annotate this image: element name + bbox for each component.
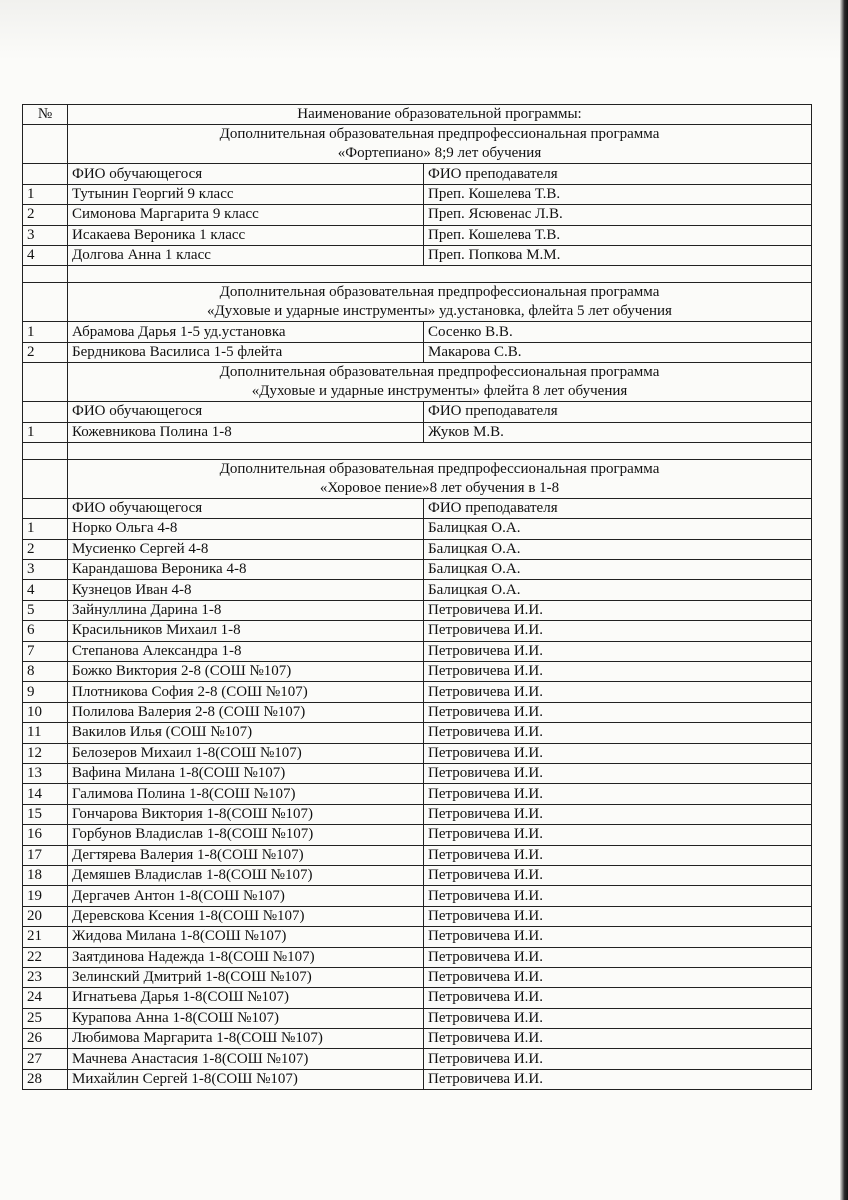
table-row xyxy=(23,1029,812,1049)
table-row xyxy=(23,967,812,987)
student-name: Дегтярева Валерия 1-8(СОШ №107) xyxy=(68,845,424,865)
table-row xyxy=(23,621,812,641)
program-title-line1: Дополнительная образовательная предпрофессиональная программа xyxy=(219,364,660,381)
teacher-name: Петровичева И.И. xyxy=(424,662,812,682)
program-title xyxy=(68,283,812,322)
row-number: 2 xyxy=(23,539,68,559)
column-header-number xyxy=(23,164,68,184)
row-number: 1 xyxy=(23,184,68,204)
column-header-teacher: ФИО преподавателя xyxy=(424,402,812,422)
teacher-name: Петровичева И.И. xyxy=(424,1029,812,1049)
teacher-name: Петровичева И.И. xyxy=(424,865,812,885)
table-row xyxy=(23,906,812,926)
program-number-cell xyxy=(23,363,68,402)
student-name: Тутынин Георгий 9 класс xyxy=(68,184,424,204)
empty-row xyxy=(23,442,812,459)
row-number: 15 xyxy=(23,804,68,824)
program-number-cell xyxy=(23,283,68,322)
teacher-name: Петровичева И.И. xyxy=(424,763,812,783)
row-number: 23 xyxy=(23,967,68,987)
teacher-name: Петровичева И.И. xyxy=(424,621,812,641)
row-number: 28 xyxy=(23,1069,68,1089)
student-name: Гончарова Виктория 1-8(СОШ №107) xyxy=(68,804,424,824)
table-row xyxy=(23,927,812,947)
empty-cell xyxy=(23,442,68,459)
student-name: Зелинский Дмитрий 1-8(СОШ №107) xyxy=(68,967,424,987)
teacher-name: Преп. Кошелева Т.В. xyxy=(424,184,812,204)
program-title-line1: Дополнительная образовательная предпрофессиональная программа xyxy=(219,284,660,301)
teacher-name: Петровичева И.И. xyxy=(424,1049,812,1069)
table-row xyxy=(23,845,812,865)
student-name: Симонова Маргарита 9 класс xyxy=(68,205,424,225)
teacher-name: Петровичева И.И. xyxy=(424,1069,812,1089)
teacher-name: Преп. Кошелева Т.В. xyxy=(424,225,812,245)
teacher-name: Преп. Ясювенас Л.В. xyxy=(424,205,812,225)
row-number: 8 xyxy=(23,662,68,682)
table-row xyxy=(23,600,812,620)
table-row xyxy=(23,825,812,845)
row-number: 3 xyxy=(23,225,68,245)
empty-cell xyxy=(23,266,68,283)
table-row xyxy=(23,886,812,906)
program-number-cell xyxy=(23,125,68,164)
table-row xyxy=(23,662,812,682)
row-number: 1 xyxy=(23,422,68,442)
row-number: 1 xyxy=(23,519,68,539)
student-name: Михайлин Сергей 1-8(СОШ №107) xyxy=(68,1069,424,1089)
student-name: Галимова Полина 1-8(СОШ №107) xyxy=(68,784,424,804)
row-number: 10 xyxy=(23,702,68,722)
teacher-name: Балицкая О.А. xyxy=(424,519,812,539)
table-row xyxy=(23,225,812,245)
student-name: Исакаева Вероника 1 класс xyxy=(68,225,424,245)
row-number: 25 xyxy=(23,1008,68,1028)
teacher-name: Петровичева И.И. xyxy=(424,804,812,824)
row-number: 1 xyxy=(23,322,68,342)
teacher-name: Петровичева И.И. xyxy=(424,600,812,620)
table-row xyxy=(23,865,812,885)
program-number-cell xyxy=(23,459,68,498)
student-name: Плотникова София 2-8 (СОШ №107) xyxy=(68,682,424,702)
teacher-name: Петровичева И.И. xyxy=(424,825,812,845)
teacher-name: Петровичева И.И. xyxy=(424,947,812,967)
teacher-name: Петровичева И.И. xyxy=(424,845,812,865)
teacher-name: Макарова С.В. xyxy=(424,342,812,362)
column-header-row xyxy=(23,164,812,184)
student-name: Божко Виктория 2-8 (СОШ №107) xyxy=(68,662,424,682)
teacher-name: Жуков М.В. xyxy=(424,422,812,442)
table-row xyxy=(23,1008,812,1028)
student-name: Степанова Александра 1-8 xyxy=(68,641,424,661)
scan-edge xyxy=(840,0,848,1200)
teacher-name: Петровичева И.И. xyxy=(424,784,812,804)
student-name: Демяшев Владислав 1-8(СОШ №107) xyxy=(68,865,424,885)
student-name: Вафина Милана 1-8(СОШ №107) xyxy=(68,763,424,783)
teacher-name: Петровичева И.И. xyxy=(424,743,812,763)
program-title-line1: Дополнительная образовательная предпрофессиональная программа xyxy=(219,126,660,143)
row-number: 22 xyxy=(23,947,68,967)
row-number: 21 xyxy=(23,927,68,947)
row-number: 5 xyxy=(23,600,68,620)
student-name: Белозеров Михаил 1-8(СОШ №107) xyxy=(68,743,424,763)
student-name: Карандашова Вероника 4-8 xyxy=(68,560,424,580)
row-number: 2 xyxy=(23,205,68,225)
row-number: 13 xyxy=(23,763,68,783)
student-name: Норко Ольга 4-8 xyxy=(68,519,424,539)
column-header-student: ФИО обучающегося xyxy=(68,402,424,422)
student-name: Курапова Анна 1-8(СОШ №107) xyxy=(68,1008,424,1028)
table-row xyxy=(23,560,812,580)
column-header-teacher: ФИО преподавателя xyxy=(424,498,812,518)
teacher-name: Сосенко В.В. xyxy=(424,322,812,342)
program-title-line2: «Духовые и ударные инструменты» уд.установка, флейта 5 лет обучения xyxy=(207,303,672,320)
program-title-line2: «Хоровое пение»8 лет обучения в 1-8 xyxy=(319,479,560,496)
program-title-line1: Дополнительная образовательная предпрофессиональная программа xyxy=(219,460,660,477)
row-number: 24 xyxy=(23,988,68,1008)
teacher-name: Петровичева И.И. xyxy=(424,723,812,743)
column-header-number xyxy=(23,402,68,422)
table-row xyxy=(23,947,812,967)
teacher-name: Петровичева И.И. xyxy=(424,1008,812,1028)
teacher-name: Петровичева И.И. xyxy=(424,886,812,906)
student-name: Зайнуллина Дарина 1-8 xyxy=(68,600,424,620)
table-row xyxy=(23,322,812,342)
row-number: 18 xyxy=(23,865,68,885)
scan-shading xyxy=(0,0,848,60)
row-number: 4 xyxy=(23,245,68,265)
teacher-name: Балицкая О.А. xyxy=(424,539,812,559)
table-row xyxy=(23,1069,812,1089)
header-program-name: Наименование образовательной программы: xyxy=(68,105,812,125)
row-number: 14 xyxy=(23,784,68,804)
program-title xyxy=(68,363,812,402)
table-row xyxy=(23,784,812,804)
program-title-row xyxy=(23,363,812,402)
student-name: Дергачев Антон 1-8(СОШ №107) xyxy=(68,886,424,906)
table-row xyxy=(23,682,812,702)
table-row xyxy=(23,723,812,743)
student-name: Игнатьева Дарья 1-8(СОШ №107) xyxy=(68,988,424,1008)
student-name: Красильников Михаил 1-8 xyxy=(68,621,424,641)
teacher-name: Балицкая О.А. xyxy=(424,580,812,600)
row-number: 3 xyxy=(23,560,68,580)
column-header-teacher: ФИО преподавателя xyxy=(424,164,812,184)
header-row xyxy=(23,105,812,125)
program-title-row xyxy=(23,459,812,498)
teacher-name: Петровичева И.И. xyxy=(424,967,812,987)
program-title-row xyxy=(23,283,812,322)
student-name: Мусиенко Сергей 4-8 xyxy=(68,539,424,559)
row-number: 7 xyxy=(23,641,68,661)
table-row xyxy=(23,205,812,225)
table-row xyxy=(23,342,812,362)
empty-cell xyxy=(68,266,812,283)
student-name: Вакилов Илья (СОШ №107) xyxy=(68,723,424,743)
student-name: Деревскова Ксения 1-8(СОШ №107) xyxy=(68,906,424,926)
student-name: Кожевникова Полина 1-8 xyxy=(68,422,424,442)
student-name: Кузнецов Иван 4-8 xyxy=(68,580,424,600)
program-title-row xyxy=(23,125,812,164)
column-header-number xyxy=(23,498,68,518)
row-number: 9 xyxy=(23,682,68,702)
table-row xyxy=(23,580,812,600)
empty-row xyxy=(23,266,812,283)
program-title xyxy=(68,125,812,164)
table-row xyxy=(23,804,812,824)
table-row xyxy=(23,245,812,265)
column-header-row xyxy=(23,498,812,518)
student-name: Любимова Маргарита 1-8(СОШ №107) xyxy=(68,1029,424,1049)
table-row xyxy=(23,422,812,442)
table-row xyxy=(23,184,812,204)
teacher-name: Петровичева И.И. xyxy=(424,641,812,661)
program-title-line2: «Духовые и ударные инструменты» флейта 8 лет обучения xyxy=(251,383,628,400)
row-number: 16 xyxy=(23,825,68,845)
student-name: Горбунов Владислав 1-8(СОШ №107) xyxy=(68,825,424,845)
row-number: 20 xyxy=(23,906,68,926)
row-number: 2 xyxy=(23,342,68,362)
column-header-student: ФИО обучающегося xyxy=(68,164,424,184)
table-row xyxy=(23,539,812,559)
empty-cell xyxy=(68,442,812,459)
student-name: Мачнева Анастасия 1-8(СОШ №107) xyxy=(68,1049,424,1069)
row-number: 27 xyxy=(23,1049,68,1069)
row-number: 11 xyxy=(23,723,68,743)
teacher-name: Преп. Попкова М.М. xyxy=(424,245,812,265)
row-number: 4 xyxy=(23,580,68,600)
table-row xyxy=(23,1049,812,1069)
program-title-line2: «Фортепиано» 8;9 лет обучения xyxy=(337,145,542,162)
row-number: 6 xyxy=(23,621,68,641)
teacher-name: Петровичева И.И. xyxy=(424,927,812,947)
teacher-name: Петровичева И.И. xyxy=(424,906,812,926)
column-header-student: ФИО обучающегося xyxy=(68,498,424,518)
student-name: Заятдинова Надежда 1-8(СОШ №107) xyxy=(68,947,424,967)
table-row xyxy=(23,641,812,661)
student-name: Долгова Анна 1 класс xyxy=(68,245,424,265)
table-row xyxy=(23,743,812,763)
teacher-name: Петровичева И.И. xyxy=(424,702,812,722)
teacher-name: Петровичева И.И. xyxy=(424,682,812,702)
header-number: № xyxy=(23,105,68,125)
program-table xyxy=(22,104,812,1090)
student-name: Бердникова Василиса 1-5 флейта xyxy=(68,342,424,362)
program-title xyxy=(68,459,812,498)
table-row xyxy=(23,702,812,722)
row-number: 17 xyxy=(23,845,68,865)
student-name: Абрамова Дарья 1-5 уд.установка xyxy=(68,322,424,342)
row-number: 19 xyxy=(23,886,68,906)
student-name: Жидова Милана 1-8(СОШ №107) xyxy=(68,927,424,947)
table-row xyxy=(23,988,812,1008)
table-row xyxy=(23,519,812,539)
teacher-name: Балицкая О.А. xyxy=(424,560,812,580)
table-row xyxy=(23,763,812,783)
teacher-name: Петровичева И.И. xyxy=(424,988,812,1008)
column-header-row xyxy=(23,402,812,422)
row-number: 12 xyxy=(23,743,68,763)
student-name: Полилова Валерия 2-8 (СОШ №107) xyxy=(68,702,424,722)
row-number: 26 xyxy=(23,1029,68,1049)
